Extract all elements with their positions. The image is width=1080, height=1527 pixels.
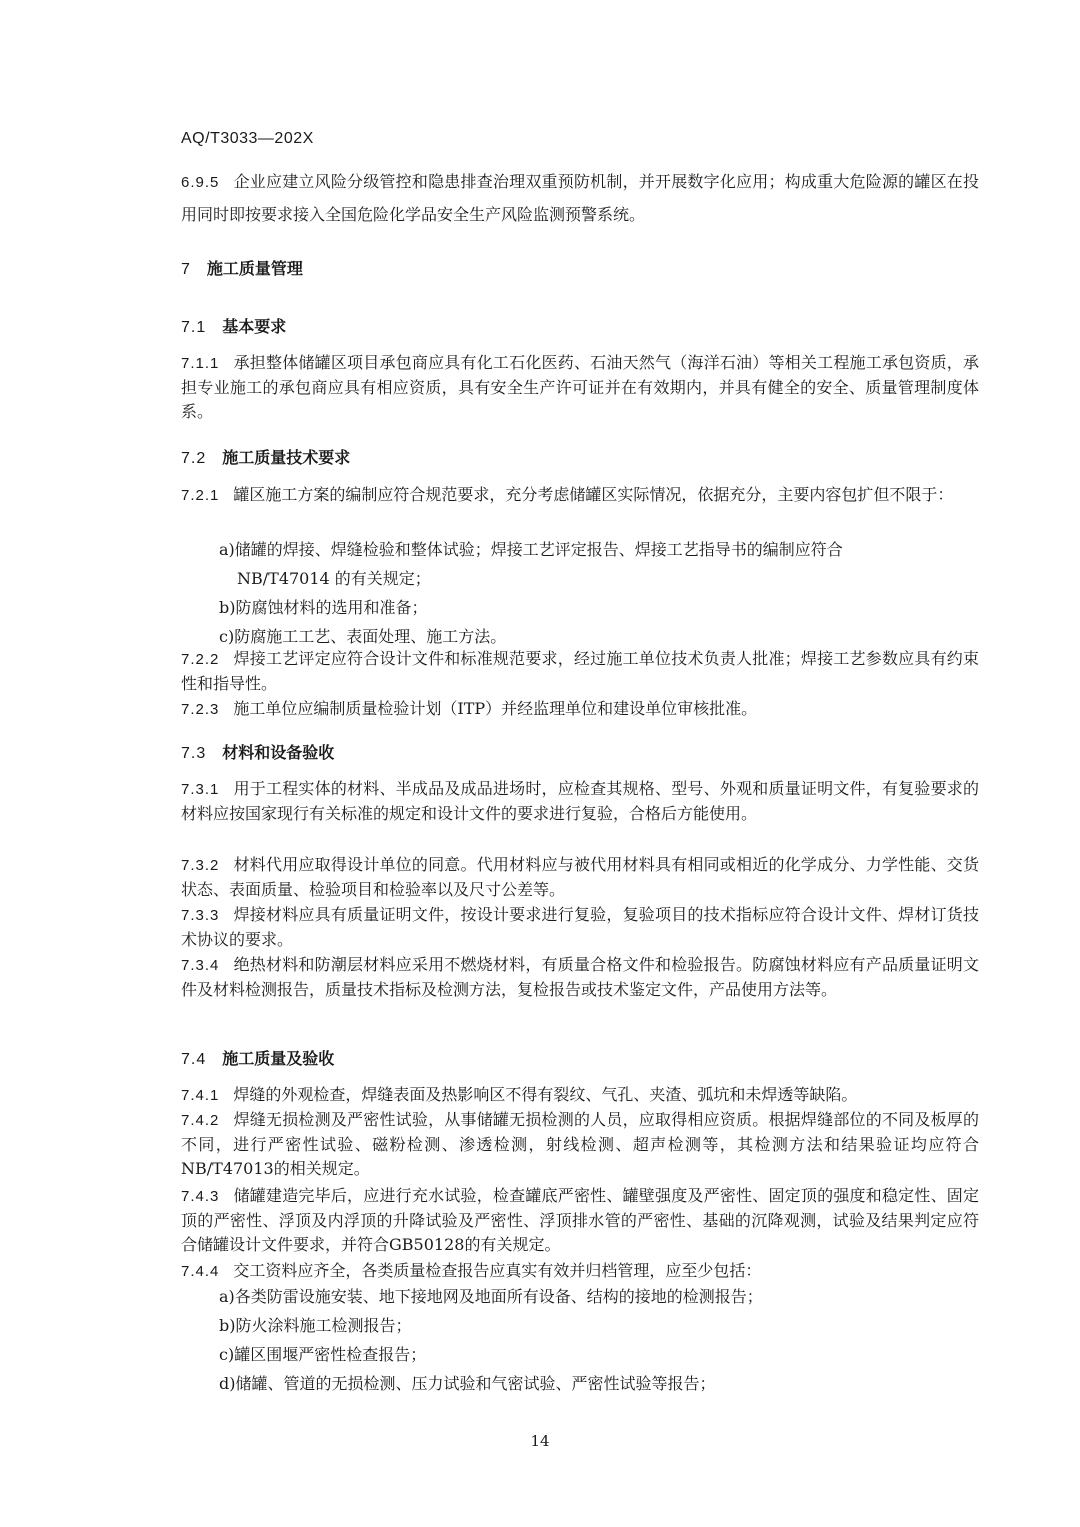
list-item-a: a)储罐的焊接、焊缝检验和整体试验；焊接工艺评定报告、焊接工艺指导书的编制应符合	[219, 540, 843, 559]
clause-text: 焊缝无损检测及严密性试验，从事储罐无损检测的人员，应取得相应资质。根据焊缝部位的不同及板厚的不同，进行严密性试验、磁粉检测、渗透检测，射线检测、超声检测等，其检测方法和结果验证均应符合NB/T47013的相关规定。	[181, 1110, 979, 1178]
clause-7-2-1	[181, 483, 979, 508]
clause-text: 罐区施工方案的编制应符合规范要求，充分考虑储罐区实际情况，依据充分，主要内容包扩但不限于：	[233, 485, 954, 504]
section-title: 施工质量技术要求	[222, 448, 351, 467]
section-heading-7	[181, 256, 303, 279]
clause-7-3-4	[181, 953, 979, 1002]
clause-number: 7.1.1	[181, 355, 220, 372]
page-number: 14	[530, 1432, 550, 1450]
clause-7-4-1	[181, 1083, 979, 1108]
section-number: 7.2	[181, 450, 207, 467]
list-item-d: d)储罐、管道的无损检测、压力试验和气密试验、严密性试验等报告；	[219, 1374, 716, 1393]
clause-7-1-1	[181, 351, 979, 424]
clause-text: 储罐建造完毕后，应进行充水试验，检查罐底严密性、罐壁强度及严密性、固定顶的强度和稳定性、固定顶的严密性、浮顶及内浮顶的升降试验及严密性、浮顶排水管的严密性、基础的沉降观测，试验及结果判定应符合储罐设计文件要求，并符合GB50128的有关规定。	[181, 1186, 979, 1254]
clause-text: 焊接工艺评定应符合设计文件和标准规范要求，经过施工单位技术负责人批准；焊接工艺参数应具有约束性和指导性。	[181, 649, 979, 693]
clause-number: 7.3.2	[181, 857, 220, 874]
clause-number: 7.3.3	[181, 907, 220, 924]
clause-number: 6.9.5	[181, 174, 220, 191]
clause-text: 施工单位应编制质量检验计划（ITP）并经监理单位和建设单位审核批准。	[233, 699, 758, 718]
list-item-b: b)防腐蚀材料的选用和准备；	[219, 598, 428, 617]
clause-7-4-2	[181, 1108, 979, 1181]
clause-text: 焊接材料应具有质量证明文件，按设计要求进行复验，复验项目的技术指标应符合设计文件、焊材订货技术协议的要求。	[181, 905, 979, 949]
clause-number: 7.4.2	[181, 1112, 220, 1129]
section-heading-7-4	[181, 1046, 334, 1069]
clause-number: 7.4.3	[181, 1188, 220, 1205]
clause-text: 用于工程实体的材料、半成品及成品进场时，应检查其规格、型号、外观和质量证明文件，有复验要求的材料应按国家现行有关标准的规定和设计文件的要求进行复验，合格后方能使用。	[181, 779, 979, 823]
document-code-header: AQ/T3033—202X	[181, 130, 314, 147]
clause-text: 绝热材料和防潮层材料应采用不燃烧材料，有质量合格文件和检验报告。防腐蚀材料应有产品质量证明文件及材料检测报告，质量技术指标及检测方法，复检报告或技术鉴定文件，产品使用方法等。	[181, 955, 979, 999]
clause-6-9-5	[181, 166, 979, 231]
clause-7-4-3	[181, 1184, 979, 1257]
clause-7-2-3	[181, 697, 979, 722]
clause-text: 焊缝的外观检查，焊缝表面及热影响区不得有裂纹、气孔、夹渣、弧坑和未焊透等缺陷。	[233, 1085, 858, 1104]
clause-number: 7.3.4	[181, 957, 220, 974]
section-heading-7-2	[181, 445, 350, 468]
clause-text: 企业应建立风险分级管控和隐患排查治理双重预防机制，并开展数字化应用；构成重大危险源的罐区在投用同时即按要求接入全国危险化学品安全生产风险监测预警系统。	[181, 172, 979, 224]
clause-number: 7.2.3	[181, 701, 220, 718]
clause-text: 交工资料应齐全，各类质量检查报告应真实有效并归档管理，应至少包括：	[233, 1261, 762, 1280]
clause-7-3-2	[181, 853, 979, 902]
list-7-2-1	[219, 535, 979, 651]
section-number: 7.3	[181, 745, 207, 762]
list-item-b: b)防火涂料施工检测报告；	[219, 1316, 412, 1335]
clause-7-4-4	[181, 1259, 979, 1284]
section-title: 施工质量管理	[206, 259, 303, 278]
list-item-c: c)罐区围堰严密性检查报告；	[219, 1345, 427, 1364]
clause-number: 7.4.1	[181, 1087, 220, 1104]
section-number: 7.4	[181, 1051, 207, 1068]
list-7-4-4	[219, 1282, 979, 1398]
section-heading-7-3	[181, 740, 334, 763]
section-title: 基本要求	[222, 317, 287, 336]
section-heading-7-1	[181, 314, 286, 337]
clause-text: 承担整体储罐区项目承包商应具有化工石化医药、石油天然气（海洋石油）等相关工程施工承包资质，承担专业施工的承包商应具有相应资质，具有安全生产许可证并在有效期内，并具有健全的安全、质量管理制度体系。	[181, 353, 979, 421]
clause-number: 7.2.1	[181, 487, 220, 504]
clause-7-3-3	[181, 903, 979, 952]
clause-number: 7.4.4	[181, 1263, 220, 1280]
clause-number: 7.2.2	[181, 651, 220, 668]
clause-number: 7.3.1	[181, 781, 220, 798]
clause-7-3-1	[181, 777, 979, 826]
section-number: 7	[181, 261, 191, 278]
clause-text: 材料代用应取得设计单位的同意。代用材料应与被代用材料具有相同或相近的化学成分、力学性能、交货状态、表面质量、检验项目和检验率以及尺寸公差等。	[181, 855, 979, 899]
list-item-a: a)各类防雷设施安装、地下接地网及地面所有设备、结构的接地的检测报告；	[219, 1287, 763, 1306]
section-number: 7.1	[181, 319, 207, 336]
list-item-c: c)防腐施工工艺、表面处理、施工方法。	[219, 627, 507, 646]
section-title: 施工质量及验收	[222, 1049, 335, 1068]
section-title: 材料和设备验收	[222, 743, 335, 762]
clause-7-2-2	[181, 647, 979, 696]
list-item-a-continued: NB/T47014 的有关规定；	[237, 569, 431, 588]
